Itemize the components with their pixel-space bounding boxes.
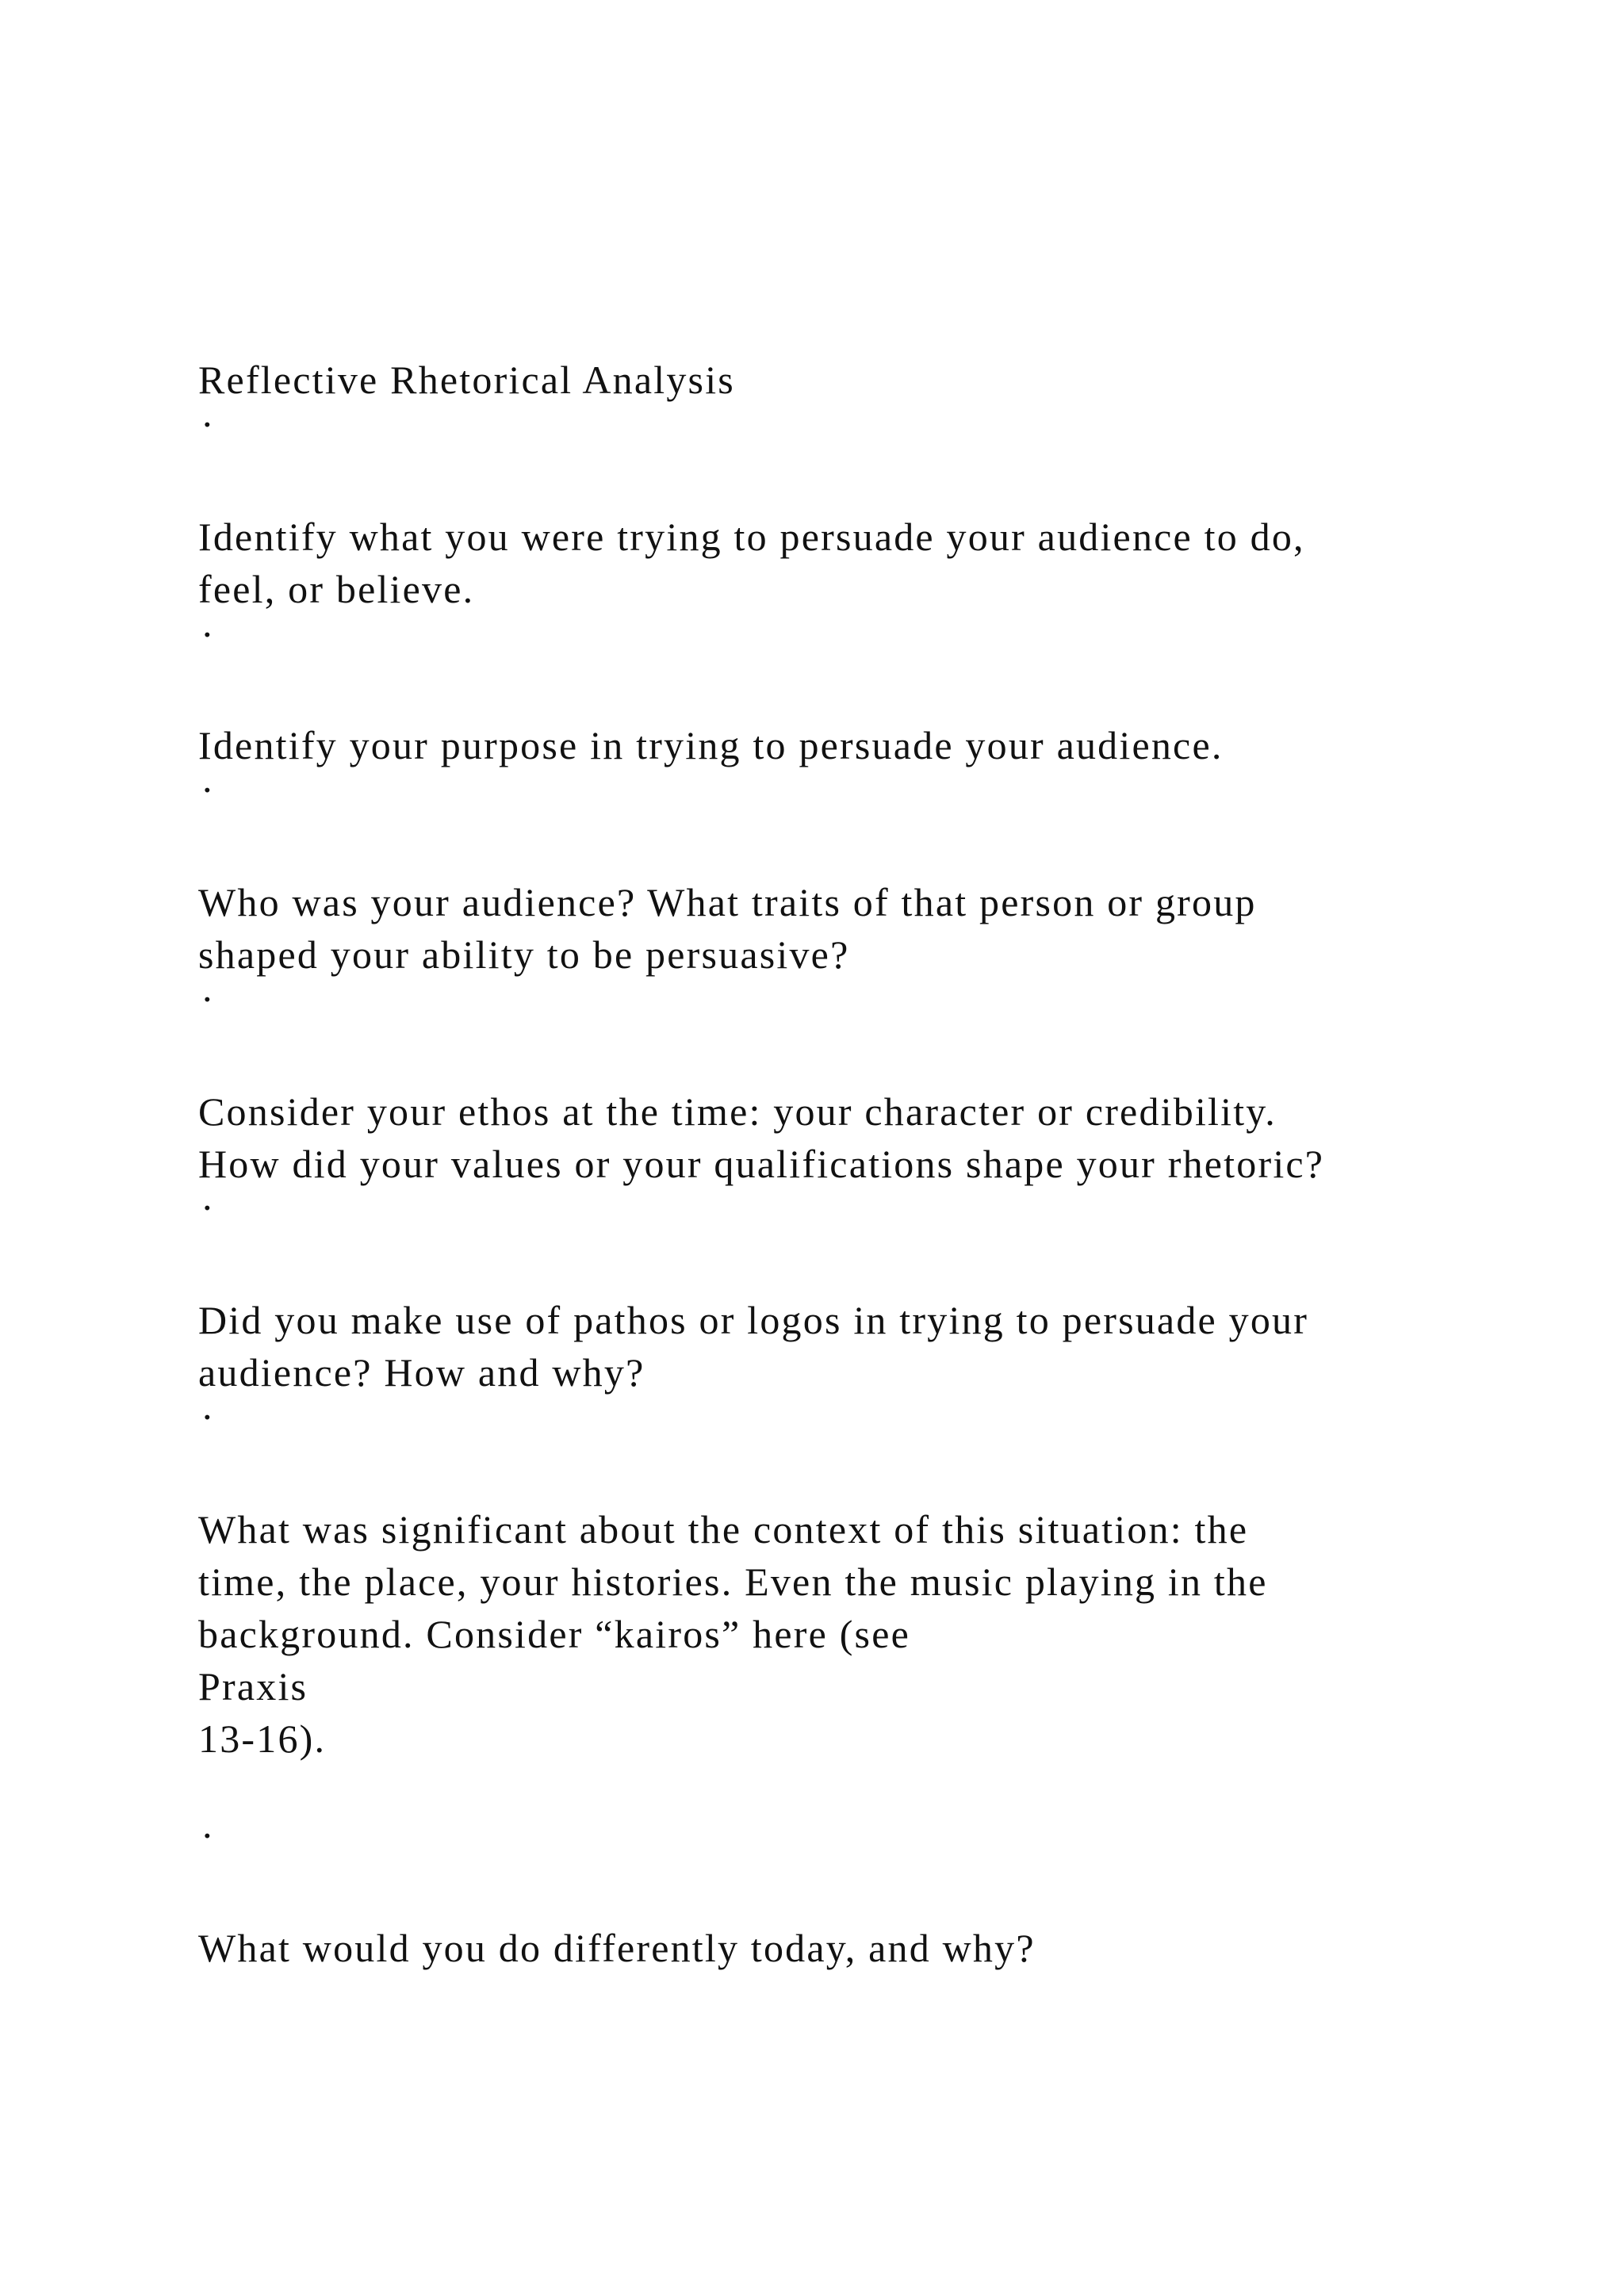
document-title: Reflective Rhetorical Analysis (198, 358, 735, 402)
question-3-line-1: Who was your audience? What traits of that person or group (198, 880, 1257, 924)
bullet: · (201, 612, 214, 656)
bullet: · (201, 1813, 214, 1858)
question-1-line-2: feel, or believe. (198, 567, 475, 611)
question-6-line-3: background. Consider “kairos” here (see (198, 1612, 910, 1656)
question-4-line-2: How did your values or your qualifications shape your rhetoric? (198, 1142, 1325, 1186)
question-4-line-1: Consider your ethos at the time: your character or credibility. (198, 1089, 1277, 1134)
bullet: · (201, 1185, 214, 1230)
question-2-line-1: Identify your purpose in trying to persuade your audience. (198, 723, 1224, 767)
question-6-citation-pages: 13-16). (198, 1716, 327, 1761)
question-3-line-2: shaped your ability to be persuasive? (198, 932, 850, 977)
question-6-line-2: time, the place, your histories. Even the music playing in the (198, 1559, 1268, 1604)
question-7-line-1: What would you do differently today, and why? (198, 1926, 1036, 1970)
question-5-line-1: Did you make use of pathos or logos in trying to persuade your (198, 1298, 1309, 1342)
bullet: · (201, 767, 214, 812)
question-6-line-1: What was significant about the context of this situation: the (198, 1507, 1249, 1552)
bullet: · (201, 1395, 214, 1439)
question-6-citation-source: Praxis (198, 1664, 308, 1709)
question-5-line-2: audience? How and why? (198, 1350, 645, 1395)
bullet: · (201, 402, 214, 446)
question-1-line-1: Identify what you were trying to persuade your audience to do, (198, 515, 1305, 559)
bullet: · (201, 977, 214, 1021)
